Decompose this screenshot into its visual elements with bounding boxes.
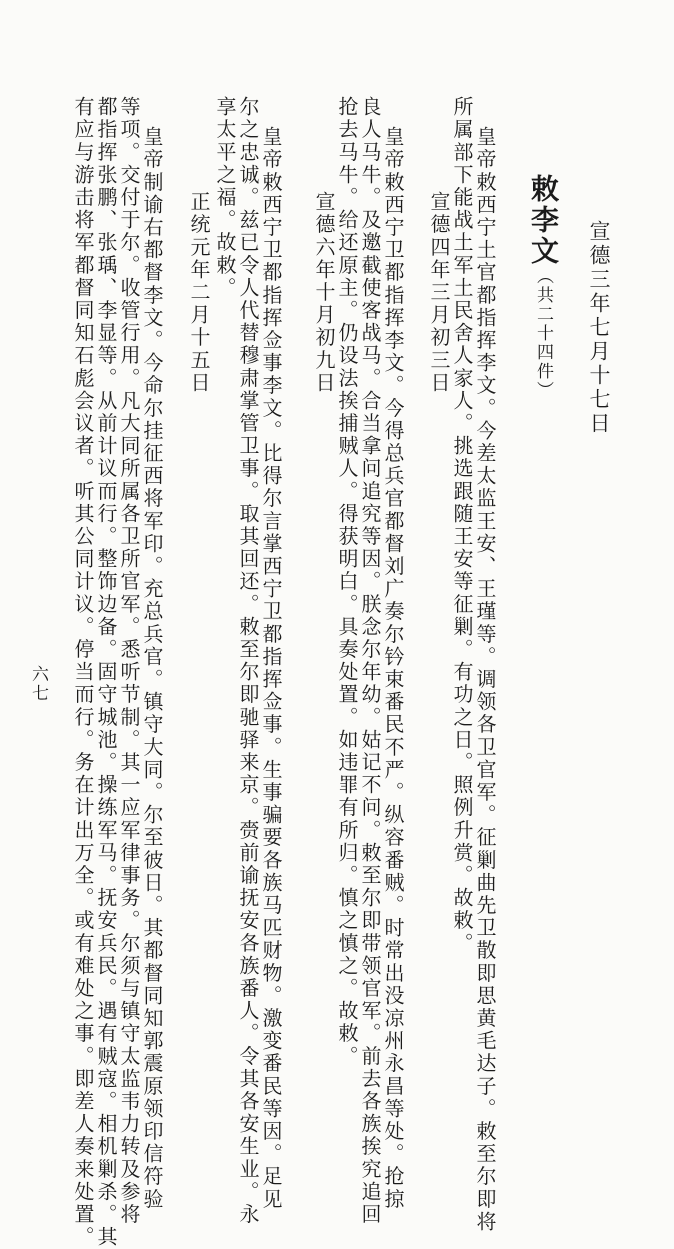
decree-1-line-2: 所属部下能战土军土民舍人家人。挑选跟随王安等征剿。有功之日。照例升赏。故敕。 [450, 96, 474, 955]
decree-4-line-4: 有应与游击将军都督同知石彪会议者。听其公同计议。停当而行。务在计出万全。或有难处之事。即差人奏来处置。 [71, 96, 95, 1249]
decree-4-line-1: 皇帝制谕右都督李文。今命尔挂征西将军印。充总兵官。镇守大同。尔至彼日。其都督同知郭震原领印信符验 [140, 126, 164, 1211]
decree-4-line-3: 都指挥张鹏、张瑀、李显等。从前计议而行。整饰边备。固守城池。操练军马。抚安兵民。遇有贼寇。相机剿杀。其 [94, 96, 118, 1249]
section-title-note: （共二十四件） [533, 267, 553, 400]
date-line-3: 宣德六年十月初九日 [312, 191, 336, 395]
decree-4-line-2: 等项。交付于尔。收管行用。凡大同所属各卫所官军。悉听节制。其一应军律事务。尔须与镇守太监韦力转及参将 [117, 96, 141, 1226]
page-number: 六七 [28, 665, 48, 703]
date-line-4: 正统元年二月十五日 [187, 191, 211, 395]
decree-2-line-1: 皇帝敕西宁卫都指挥李文。今得总兵官都督刘广奏尔钤束番民不严。纵容番贼。时常出没凉州永昌等处。抢掠 [381, 126, 405, 1211]
decree-3-line-3: 享太平之福。故敕。 [213, 96, 237, 300]
decree-3-line-1: 皇帝敕西宁卫都指挥佥事李文。比得尔言掌西宁卫都指挥佥事。生事骗要各族马匹财物。激变番民等因。足见 [259, 126, 283, 1211]
section-title-main: 敕李文 [527, 174, 560, 267]
decree-2-line-2: 良人马牛。及邀截使客战马。合当拿问追究等因。朕念尔年幼。姑记不问。敕至尔即带领官军。前去各族挨究追回 [358, 96, 382, 1226]
section-title [523, 174, 563, 400]
date-line-2: 宣德四年三月初三日 [427, 191, 451, 395]
decree-3-line-2: 尔之忠诚。兹已令人代替穆肃掌管卫事。取其回还。敕至尔即驰驿来京。赍前谕抚安各族番人。令其各安生业。永 [236, 96, 260, 1226]
decree-2-line-3: 抢去马牛。给还原主。仍设法挨捕贼人。得获明白。具奏处置。如违罪有所归。慎之慎之。故敕。 [335, 96, 359, 1068]
date-line-1: 宣德三年七月十七日 [587, 220, 611, 436]
decree-1-line-1: 皇帝敕西宁土官都指挥李文。今差太监王安、王瑾等。调领各卫官军。征剿曲先卫散即思黄毛达子。敕至尔即将 [473, 126, 497, 1234]
